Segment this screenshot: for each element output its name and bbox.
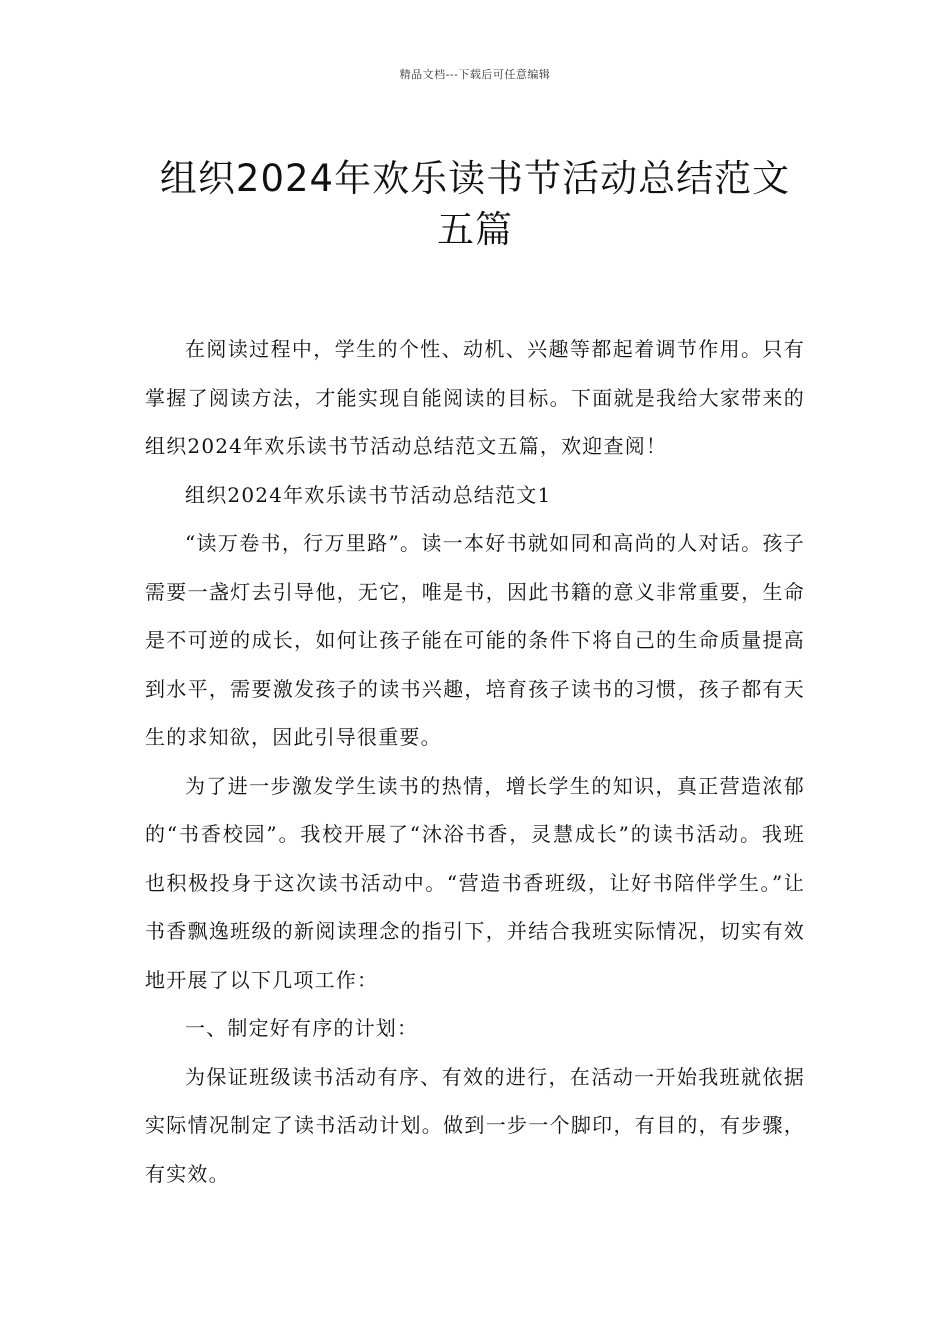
body-paragraph: “读万卷书，行万里路”。读一本好书就如同和高尚的人对话。孩子需要一盏灯去引导他，无它，唯是书，因此书籍的意义非常重要，生命是不可逆的成长，如何让孩子能在可能的条件下将自己的生命质量提高到水平，需要激发孩子的读书兴趣，培育孩子读书的习惯，孩子都有天生的求知欲，因此引导很重要。 xyxy=(145,531,805,749)
body-paragraph: 为保证班级读书活动有序、有效的进行，在活动一开始我班就依据实际情况制定了读书活动计划。做到一步一个脚印，有目的，有步骤，有实效。 xyxy=(145,1064,805,1186)
document-title xyxy=(150,153,800,255)
title-line-2: 五篇 xyxy=(437,207,513,251)
body-paragraph: 为了进一步激发学生读书的热情，增长学生的知识，真正营造浓郁的“书香校园”。我校开展了“沐浴书香，灵慧成长”的读书活动。我班也积极投身于这次读书活动中。“营造书香班级，让好书陪伴学生。”让书香飘逸班级的新阅读理念的指引下，并结合我班实际情况，切实有效地开展了以下几项工作： xyxy=(145,773,805,992)
header-note: 精品文档---下载后可任意编辑 xyxy=(399,68,551,81)
subsection-heading: 一、制定好有序的计划： xyxy=(185,1016,419,1040)
section-heading: 组织2024年欢乐读书节活动总结范文1 xyxy=(185,482,552,507)
title-line-1: 组织2024年欢乐读书节活动总结范文 xyxy=(159,156,791,200)
intro-paragraph: 在阅读过程中，学生的个性、动机、兴趣等都起着调节作用。只有掌握了阅读方法，才能实现自能阅读的目标。下面就是我给大家带来的组织2024年欢乐读书节活动总结范文五篇，欢迎查阅！ xyxy=(145,337,805,458)
document-body xyxy=(145,325,805,1198)
